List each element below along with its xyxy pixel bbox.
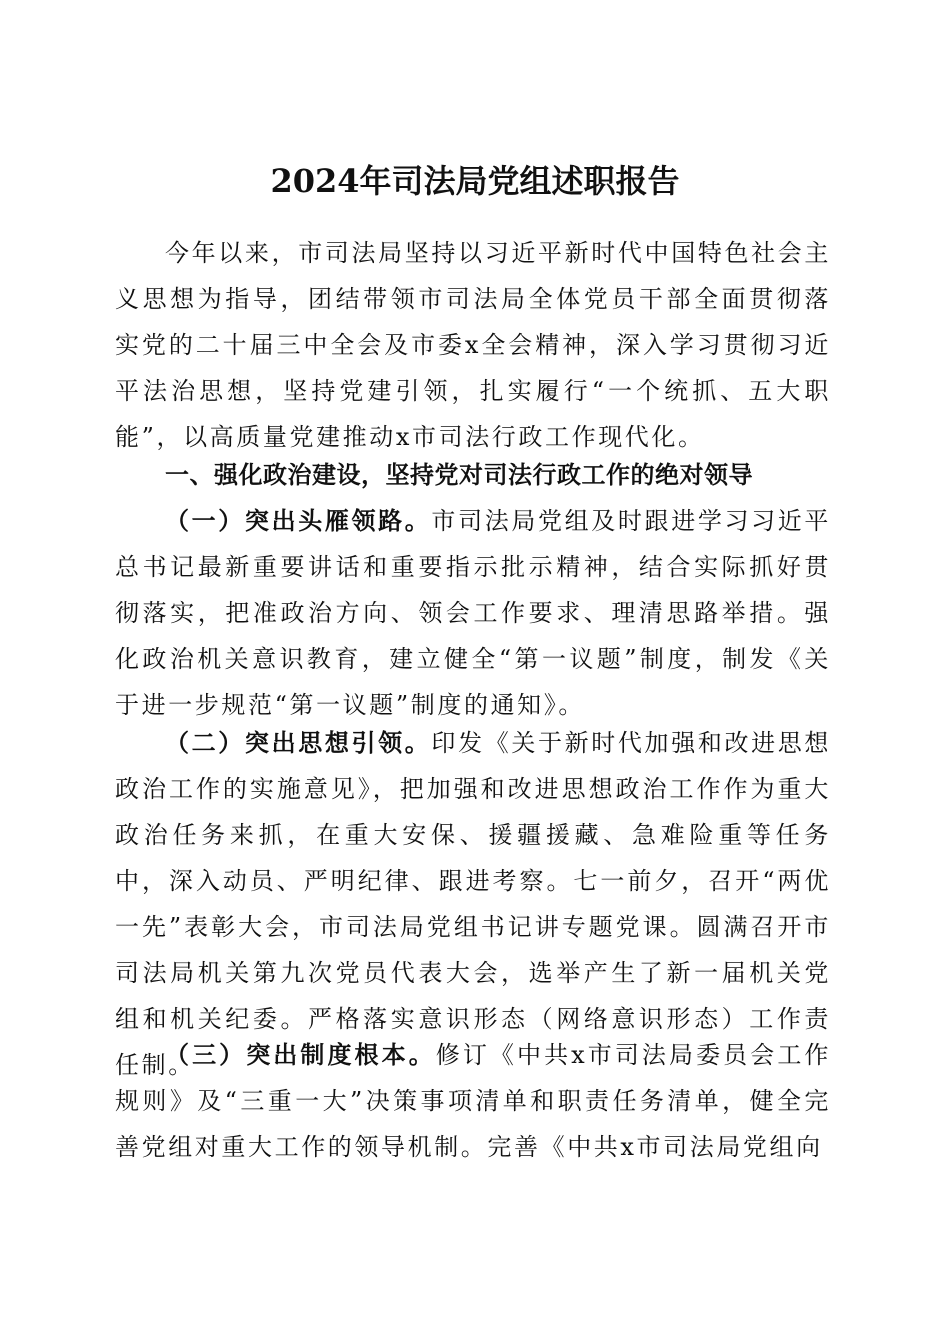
item-one-paragraph [115,498,831,728]
section-one-heading: 一、强化政治建设，坚持党对司法行政工作的绝对领导 [165,461,753,489]
item-three-paragraph [115,1032,831,1170]
item-three-text: 修订《中共x市司法局委员会工作规则》及“三重一大”决策事项清单和职责任务清单，健全完善党组对重大工作的领导机制。完善《中共x市司法局党组向 [115,1041,831,1161]
item-three-label: （三）突出制度根本。 [165,1040,436,1069]
item-two-label: （二）突出思想引领。 [165,728,432,757]
item-one-label: （一）突出头雁领路。 [165,506,432,535]
intro-paragraph: 今年以来，市司法局坚持以习近平新时代中国特色社会主义思想为指导，团结带领市司法局全体党员干部全面贯彻落实党的二十届三中全会及市委x全会精神，深入学习贯彻习近平法治思想，坚持党建引领，扎实履行“一个统抓、五大职能”，以高质量党建推动x市司法行政工作现代化。 [115,239,831,451]
item-one-text: 市司法局党组及时跟进学习习近平总书记最新重要讲话和重要指示批示精神，结合实际抓好贯彻落实，把准政治方向、领会工作要求、理清思路举措。强化政治机关意识教育，建立健全“第一议题”制度，制发《关于进一步规范“第一议题”制度的通知》。 [115,507,832,719]
document-title: 2024年司法局党组述职报告 [270,162,680,201]
item-two-text: 印发《关于新时代加强和改进思想政治工作的实施意见》，把加强和改进思想政治工作作为重大政治任务来抓，在重大安保、援疆援藏、急难险重等任务中，深入动员、严明纪律、跟进考察。七一前夕，召开“两优一先”表彰大会，市司法局党组书记讲专题党课。圆满召开市司法局机关第九次党员代表大会，选举产生了新一届机关党组和机关纪委。严格落实意识形态（网络意识形态）工作责任制。 [115,729,832,1079]
